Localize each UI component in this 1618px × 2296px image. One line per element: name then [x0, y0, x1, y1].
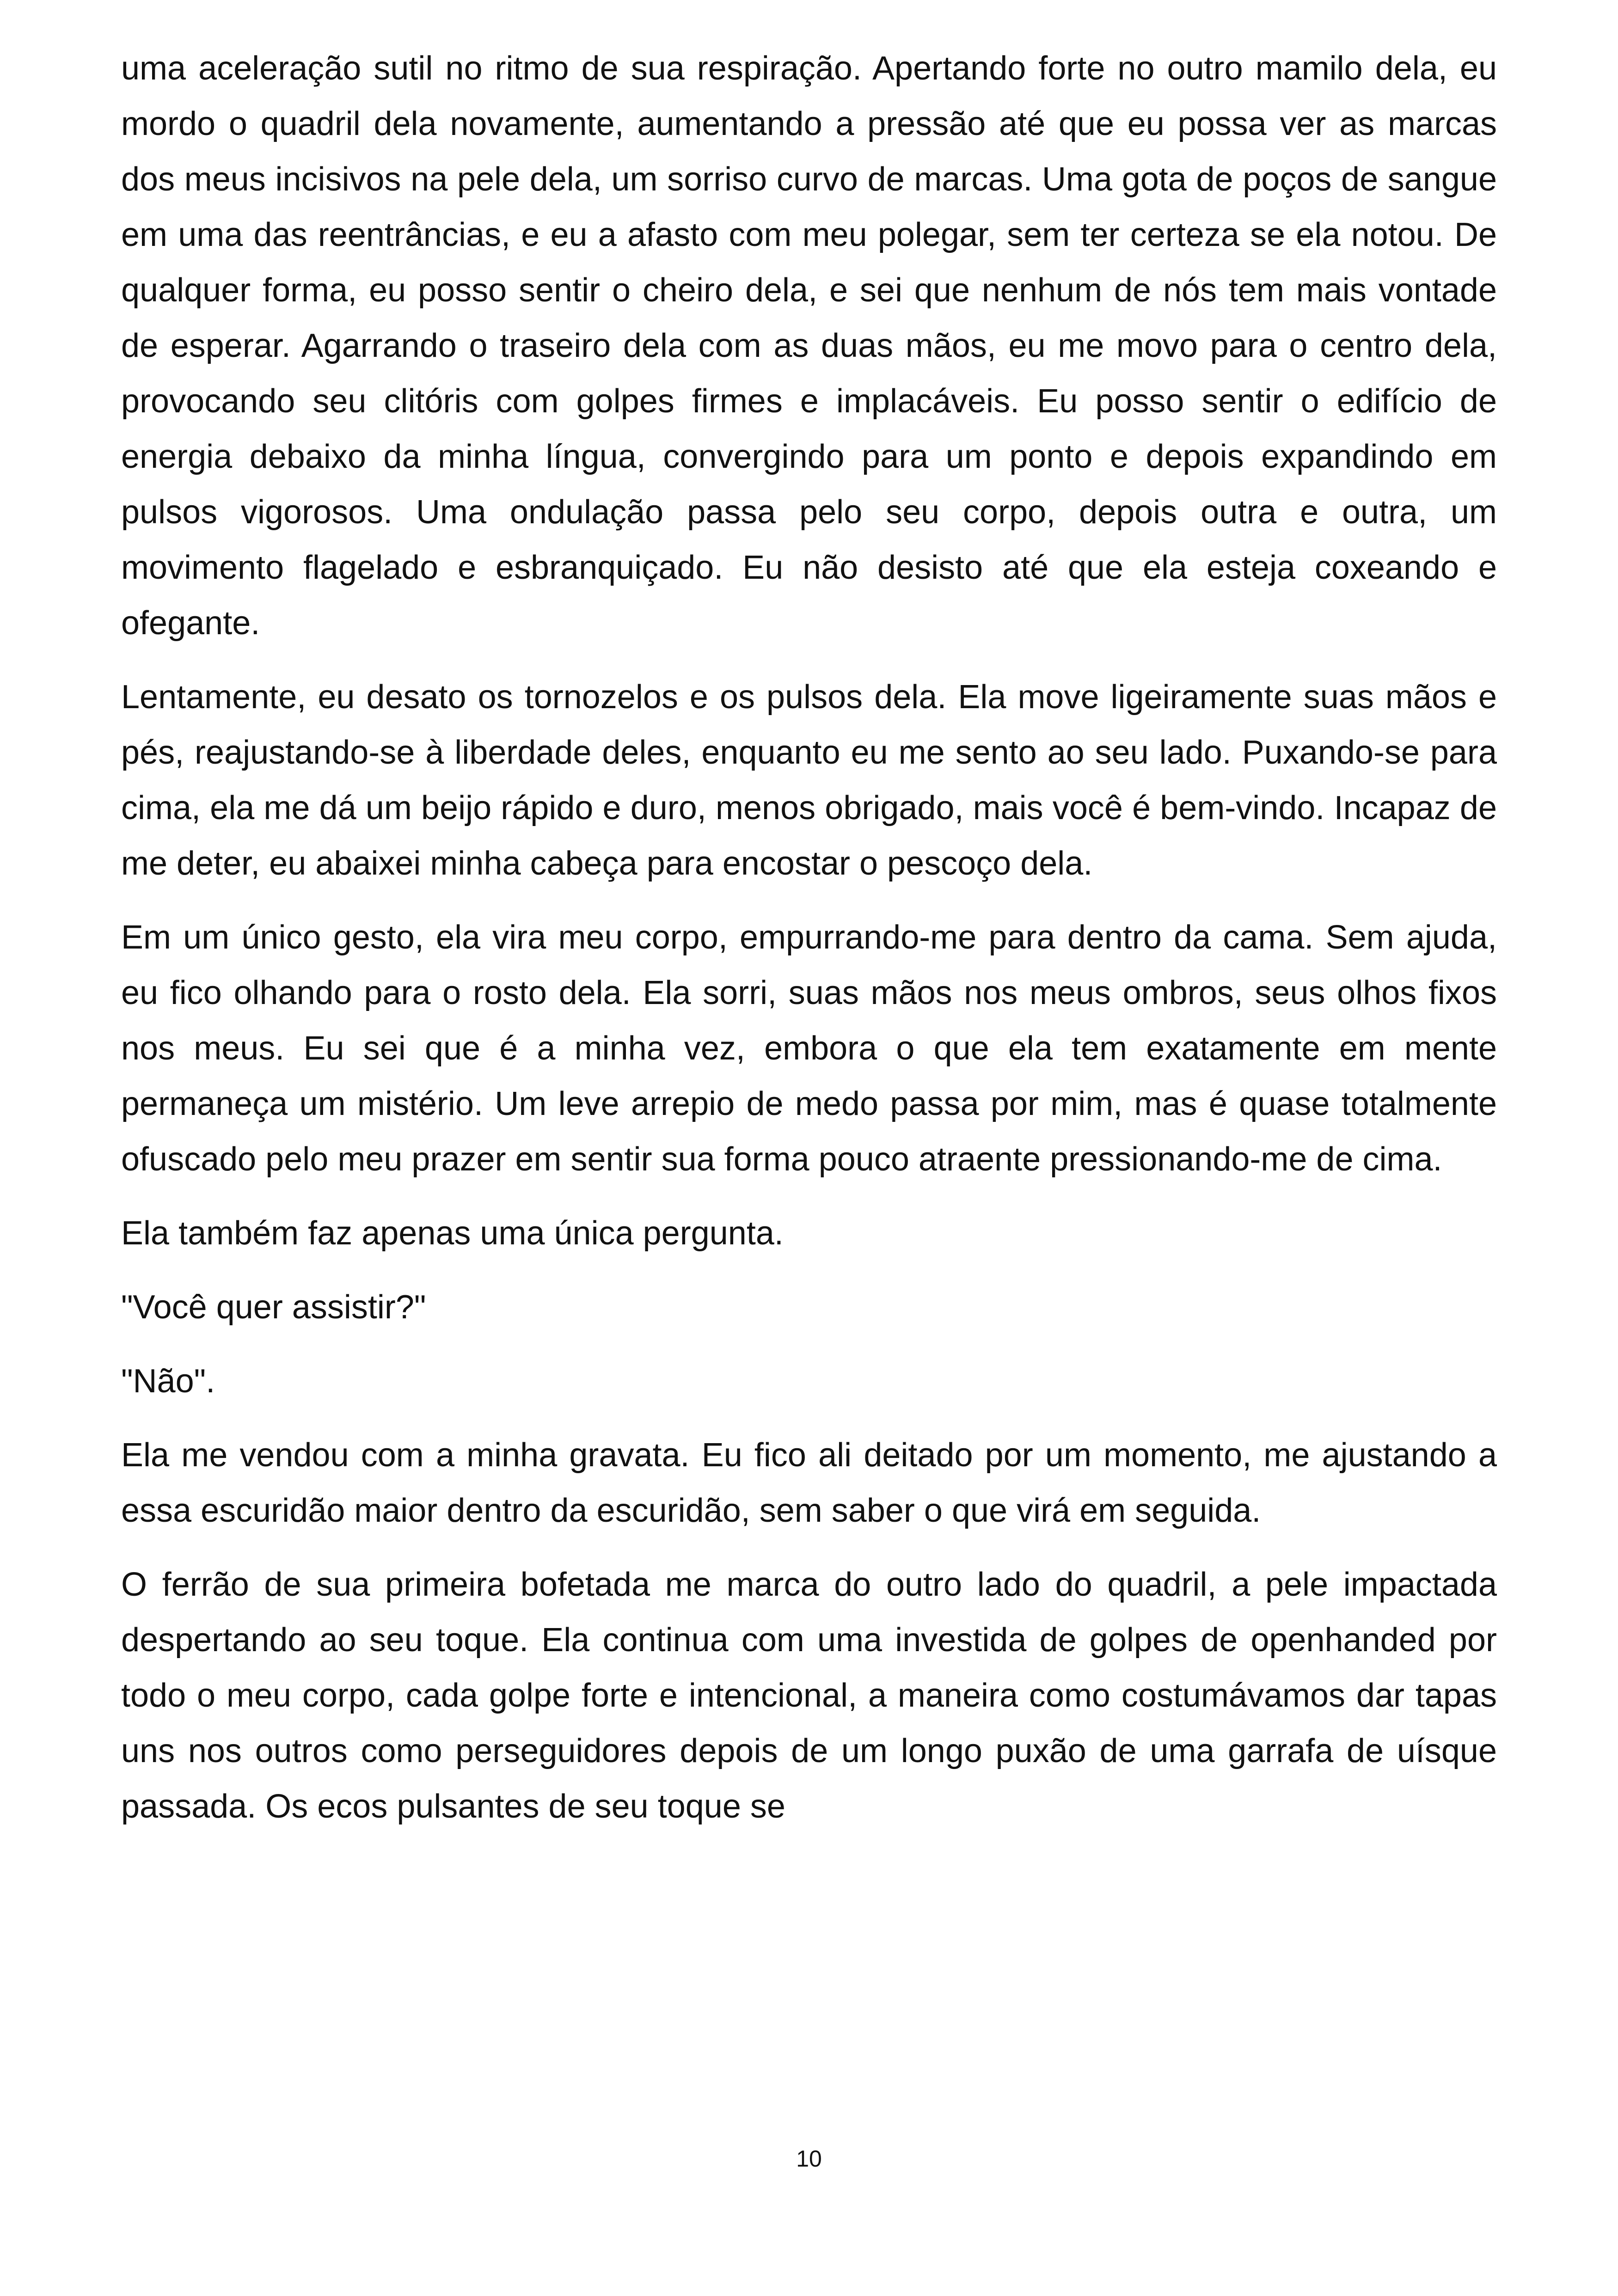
paragraph-7: Ela me vendou com a minha gravata. Eu fico ali deitado por um momento, me ajustando a essa escuridão maior dentro da escuridão, sem saber o que virá em seguida.: [121, 1437, 1497, 1529]
paragraph-2: Lentamente, eu desato os tornozelos e os pulsos dela. Ela move ligeiramente suas mãos e pés, reajustando-se à liberdade deles, enquanto eu me sento ao seu lado. Puxando-se para cima, ela me dá um beijo rápido e duro, menos obrigado, mais você é bem-vindo. Incapaz de me deter, eu abaixei minha cabeça para encostar o pescoço dela.: [121, 679, 1497, 882]
paragraph-4: Ela também faz apenas uma única pergunta.: [121, 1215, 784, 1252]
paragraph-8: O ferrão de sua primeira bofetada me marca do outro lado do quadril, a pele impactada despertando ao seu toque. Ela continua com uma investida de golpes de openhanded por todo o meu corpo, cada golpe forte e intencional, a maneira como costumávamos dar tapas uns nos outros como perseguidores depois de um longo puxão de uma garrafa de uísque passada. Os ecos pulsantes de seu toque se: [121, 1566, 1497, 1825]
paragraph-6: "Não".: [121, 1363, 215, 1400]
paragraph-5: "Você quer assistir?": [121, 1289, 426, 1326]
body-text: [121, 41, 1497, 1853]
paragraph-3: Em um único gesto, ela vira meu corpo, empurrando-me para dentro da cama. Sem ajuda, eu fico olhando para o rosto dela. Ela sorri, suas mãos nos meus ombros, seus olhos fixos nos meus. Eu sei que é a minha vez, embora o que ela tem exatamente em mente permaneça um mistério. Um leve arrepio de medo passa por mim, mas é quase totalmente ofuscado pelo meu prazer em sentir sua forma pouco atraente pressionando-me de cima.: [121, 919, 1497, 1178]
page-number: 10: [796, 2146, 822, 2172]
paragraph-1: uma aceleração sutil no ritmo de sua respiração. Apertando forte no outro mamilo dela, eu mordo o quadril dela novamente, aumentando a pressão até que eu possa ver as marcas dos meus incisivos na pele dela, um sorriso curvo de marcas. Uma gota de poços de sangue em uma das reentrâncias, e eu a afasto com meu polegar, sem ter certeza se ela notou. De qualquer forma, eu posso sentir o cheiro dela, e sei que nenhum de nós tem mais vontade de esperar. Agarrando o traseiro dela com as duas mãos, eu me movo para o centro dela, provocando seu clitóris com golpes firmes e implacáveis. Eu posso sentir o edifício de energia debaixo da minha língua, convergindo para um ponto e depois expandindo em pulsos vigorosos. Uma ondulação passa pelo seu corpo, depois outra e outra, um movimento flagelado e esbranquiçado. Eu não desisto até que ela esteja coxeando e ofegante.: [121, 50, 1497, 642]
